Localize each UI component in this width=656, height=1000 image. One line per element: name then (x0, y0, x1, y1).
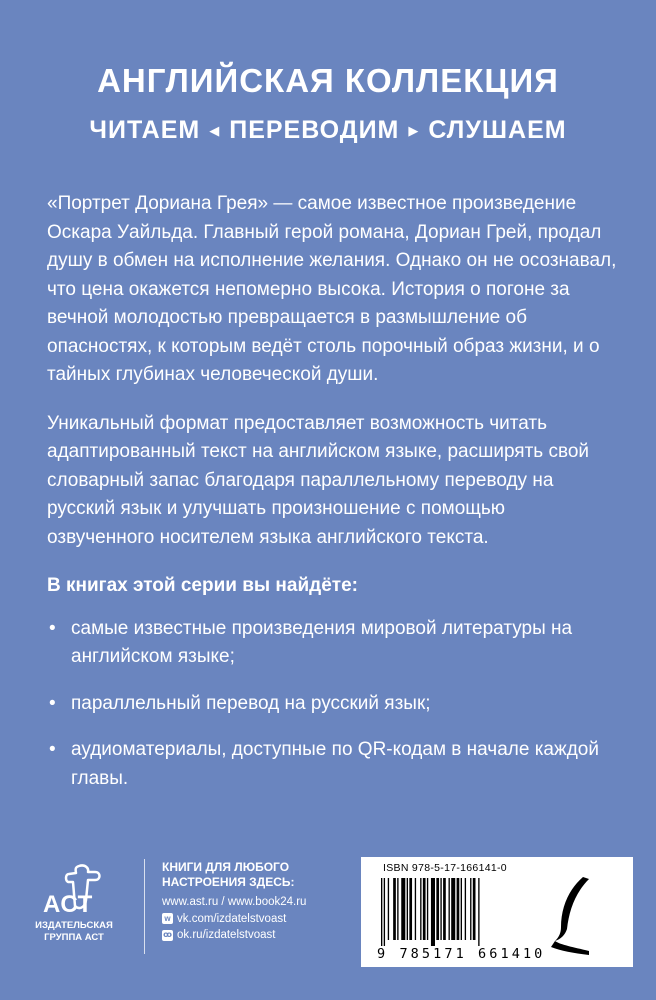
isbn-text: ISBN 978-5-17-166141-0 (383, 862, 507, 874)
vk-link[interactable] (162, 911, 342, 928)
barcode-bar (436, 878, 439, 940)
footer-divider (144, 859, 145, 954)
barcode-bar (388, 878, 389, 940)
barcode-bar (423, 878, 426, 940)
links-title-1: КНИГИ ДЛЯ ЛЮБОГО (162, 860, 290, 874)
barcode-bar (451, 878, 455, 940)
barcode-bar (473, 878, 476, 940)
publisher-links (162, 860, 342, 944)
barcode-bar (443, 878, 446, 940)
barcode-bar (407, 878, 408, 940)
list-item-text: аудиоматериалы, доступные по QR-кодам в начале каждой главы. (71, 739, 599, 789)
description-paragraph-2: Уникальный формат предоставляет возможность читать адаптированный текст на английском языке, расширять свой словарный запас благодаря параллельному переводу на русский язык и улучшать произношение с помощью озвученного носителем языка английского текста. (47, 412, 590, 548)
barcode-panel (361, 857, 633, 967)
triangle-right-icon: ▶ (408, 122, 420, 138)
publisher-caption-line-2: ГРУППА АСТ (44, 932, 104, 943)
series-sub-translate: ПЕРЕВОДИМ (229, 116, 400, 144)
features-list (47, 615, 617, 794)
barcode-bar (449, 878, 450, 940)
publisher-caption (24, 920, 124, 944)
triangle-left-icon: ◀ (209, 122, 221, 138)
quill-logo-icon (539, 871, 601, 959)
series-title: АНГЛИЙСКАЯ КОЛЛЕКЦИЯ (97, 62, 559, 99)
ok-link[interactable] (162, 927, 342, 944)
barcode-icon (381, 878, 521, 946)
barcode-bar (465, 878, 466, 940)
barcode-bar (431, 878, 435, 946)
barcode-bar (381, 878, 382, 946)
barcode-bar (415, 878, 416, 940)
barcode-bar (427, 878, 428, 940)
publisher-caption-line-1: ИЗДАТЕЛЬСКАЯ (35, 920, 113, 931)
logo-text: ACT (43, 891, 93, 918)
barcode-bar (461, 878, 462, 940)
barcode-bar (457, 878, 460, 940)
list-item (47, 736, 617, 793)
ast-logo-icon (39, 862, 109, 918)
links-title-2: НАСТРОЕНИЯ ЗДЕСЬ: (162, 875, 295, 889)
list-item (47, 690, 617, 719)
barcode-bar (397, 878, 398, 940)
description-paragraph-1: «Портрет Дориана Грея» — самое известное произведение Оскара Уайльда. Главный герой романа, Дориан Грей, продал душу в обмен на исполнение желания. Однако он не осознавал, что цена окажется непомерно высока. История о погоне за вечной молодостью превращается в размышление об опасностях, к которым ведёт столь порочный образ жизни, и о тайных глубинах человеческой души. (47, 193, 617, 385)
bullet-icon: • (49, 617, 56, 639)
barcode-digits: 9 785171 661410 (377, 946, 546, 962)
barcode-bar (470, 878, 471, 940)
barcode-bar (384, 878, 385, 946)
list-item (47, 615, 617, 672)
barcode-bar (393, 878, 396, 940)
series-sub-read: ЧИТАЕМ (89, 116, 201, 144)
list-item-text: параллельный перевод на русский язык; (71, 692, 431, 714)
bullet-icon: • (49, 692, 56, 714)
barcode-bar (401, 878, 405, 940)
series-sub-listen: СЛУШАЕМ (428, 116, 567, 144)
barcode-bar (409, 878, 412, 940)
barcode-bar (478, 878, 479, 946)
ok-link-text[interactable]: ok.ru/izdatelstvoast (177, 929, 276, 941)
list-item-text: самые известные произведения мировой литературы на английском языке; (71, 617, 573, 667)
vk-icon: w (162, 913, 173, 924)
web-link-text[interactable]: www.ast.ru / www.book24.ru (162, 896, 307, 908)
barcode-bar (440, 878, 441, 940)
series-subtitle (0, 116, 656, 145)
ok-icon: ꝏ (163, 930, 172, 939)
features-heading: В книгах этой серии вы найдёте: (47, 575, 358, 596)
bullet-icon: • (49, 739, 56, 760)
vk-link-text[interactable]: vk.com/izdatelstvoast (177, 912, 287, 925)
web-link[interactable] (162, 894, 342, 911)
barcode-bar (420, 878, 421, 940)
publisher-logo (24, 862, 124, 952)
description (47, 190, 617, 811)
